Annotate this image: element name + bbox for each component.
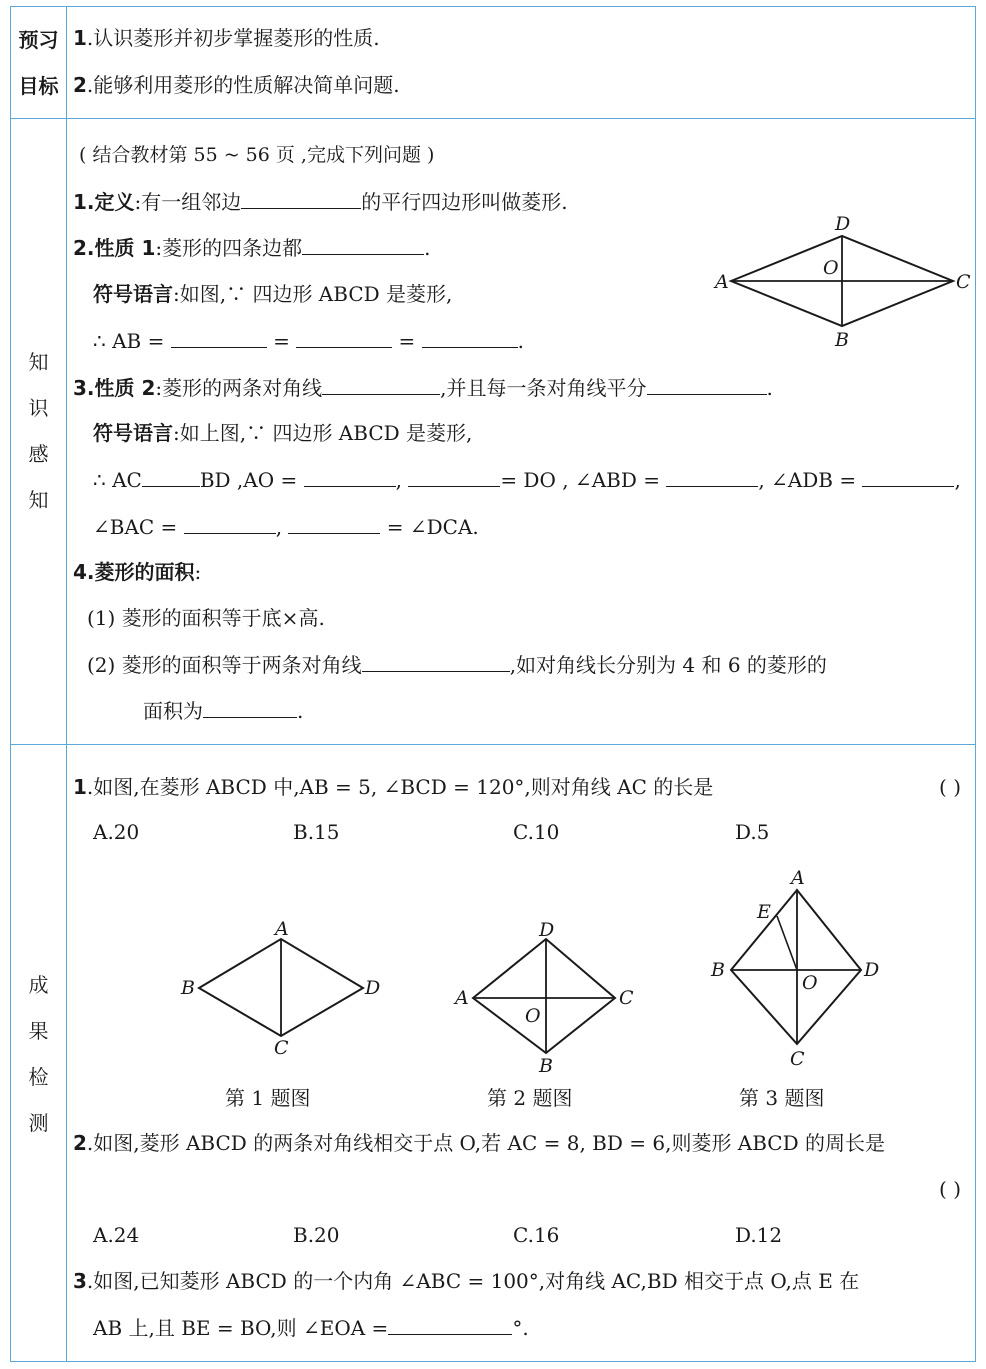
blank-definition[interactable]: [241, 186, 361, 209]
q1-option-c[interactable]: C.10: [513, 820, 560, 844]
fig1-label-a: A: [275, 918, 289, 940]
question-3-cont: AB 上,且 BE = BO,则 ∠EOA = °.: [93, 1312, 529, 1342]
blank-eq-do[interactable]: [408, 464, 500, 487]
goals-label: [11, 7, 66, 118]
property2-line: 3.性质 2:菱形的两条对角线 ,并且每一条对角线平分 .: [73, 372, 773, 402]
worksheet-frame: [10, 6, 976, 1362]
fig2-rhombus: [473, 939, 615, 1053]
blank-ab-2[interactable]: [296, 325, 392, 348]
fig3-segment-eo: [777, 916, 797, 970]
knowledge-label: 知 识 感 知: [28, 350, 49, 512]
figure-q3: [701, 864, 891, 1084]
property1-line: 2.性质 1:菱形的四条边都 .: [73, 232, 431, 262]
fig2-label-c: C: [619, 987, 634, 1009]
blank-property2-a[interactable]: [322, 372, 440, 395]
fig3-label-c: C: [790, 1048, 805, 1070]
property2-conclusion-1: ∴ AC BD ,AO = , = DO , ∠ABD = , ∠ADB = ,: [93, 464, 961, 494]
property2-symbol-line: 符号语言:如上图,∵ 四边形 ABCD 是菱形,: [93, 421, 473, 445]
blank-eq-dca[interactable]: [288, 511, 380, 534]
goals-label-line1: 预习: [18, 27, 59, 52]
blank-area-diagonals[interactable]: [362, 649, 510, 672]
fig2-label-a: A: [455, 987, 469, 1009]
label-d: D: [835, 213, 851, 235]
question-1: 1.如图,在菱形 ABCD 中,AB = 5, ∠BCD = 120°,则对角线 AC 的长是: [73, 775, 714, 799]
blank-ac-bd[interactable]: [142, 464, 200, 487]
q2-answer-paren[interactable]: ( ): [939, 1177, 961, 1201]
area-item-2-cont: 面积为 .: [143, 695, 303, 725]
intro-text: ( 结合教材第 55 ~ 56 页 ,完成下列问题 ): [79, 144, 435, 166]
fig2-label-o: O: [525, 1005, 541, 1027]
rhombus-figure: [709, 206, 969, 356]
fig2-label-d: D: [539, 919, 555, 941]
fig1-label-b: B: [181, 977, 195, 999]
goals-label-line2: 目标: [18, 73, 59, 98]
q1-option-a[interactable]: A.20: [93, 820, 140, 844]
property2-conclusion-2: ∠BAC = , = ∠DCA.: [93, 511, 479, 541]
q2-option-a[interactable]: A.24: [93, 1223, 140, 1247]
blank-ab-1[interactable]: [171, 325, 267, 348]
figure-q1: [177, 918, 387, 1059]
caption-figure-3: 第 3 题图: [739, 1086, 825, 1110]
q1-option-b[interactable]: B.15: [293, 820, 340, 844]
q1-option-d[interactable]: D.5: [735, 820, 770, 844]
fig3-label-o: O: [802, 972, 818, 994]
caption-figure-2: 第 2 题图: [487, 1086, 573, 1110]
goal-item-1: 1.认识菱形并初步掌握菱形的性质.: [73, 26, 380, 50]
caption-figure-1: 第 1 题图: [225, 1086, 311, 1110]
blank-ao[interactable]: [304, 464, 396, 487]
area-heading: 4.菱形的面积:: [73, 560, 202, 584]
blank-ab-3[interactable]: [422, 325, 518, 348]
label-a: A: [715, 271, 729, 293]
check-label: 成 果 检 测: [28, 972, 49, 1135]
fig2-label-b: B: [539, 1055, 553, 1077]
column-divider: [66, 7, 67, 1361]
blank-abd[interactable]: [666, 464, 758, 487]
q1-answer-paren[interactable]: ( ): [939, 775, 961, 799]
blank-property2-b[interactable]: [647, 372, 767, 395]
knowledge-content: [73, 118, 969, 744]
property1-symbol-line: 符号语言:如图,∵ 四边形 ABCD 是菱形,: [93, 282, 453, 306]
question-2: 2.如图,菱形 ABCD 的两条对角线相交于点 O,若 AC = 8, BD = 6,则菱形 ABCD 的周长是: [73, 1131, 886, 1155]
label-b: B: [835, 329, 849, 351]
fig3-label-e: E: [757, 901, 771, 923]
q2-option-c[interactable]: C.16: [513, 1223, 560, 1247]
check-content: [73, 744, 969, 1363]
blank-property1[interactable]: [302, 232, 424, 255]
blank-bac[interactable]: [184, 511, 276, 534]
area-item-1: (1) 菱形的面积等于底×高.: [87, 606, 325, 630]
blank-eoa[interactable]: [388, 1312, 512, 1335]
goal-item-2: 2.能够利用菱形的性质解决简单问题.: [73, 73, 400, 97]
fig3-label-d: D: [864, 959, 880, 981]
label-o: O: [823, 257, 839, 279]
q2-option-d[interactable]: D.12: [735, 1223, 783, 1247]
figure-q2: [443, 919, 643, 1077]
fig1-label-c: C: [274, 1037, 289, 1059]
fig1-label-d: D: [365, 977, 381, 999]
q2-option-b[interactable]: B.20: [293, 1223, 340, 1247]
property1-conclusion: ∴ AB = = = .: [93, 325, 524, 355]
label-c: C: [956, 271, 971, 293]
fig3-label-a: A: [791, 867, 805, 889]
fig3-label-b: B: [711, 959, 725, 981]
blank-area-value[interactable]: [203, 695, 297, 718]
area-item-2: (2) 菱形的面积等于两条对角线 ,如对角线长分别为 4 和 6 的菱形的: [87, 649, 827, 679]
blank-adb[interactable]: [862, 464, 954, 487]
definition-line: 1.定义:有一组邻边 的平行四边形叫做菱形.: [73, 186, 568, 216]
question-3: 3.如图,已知菱形 ABCD 的一个内角 ∠ABC = 100°,对角线 AC,BD 相交于点 O,点 E 在: [73, 1269, 860, 1293]
